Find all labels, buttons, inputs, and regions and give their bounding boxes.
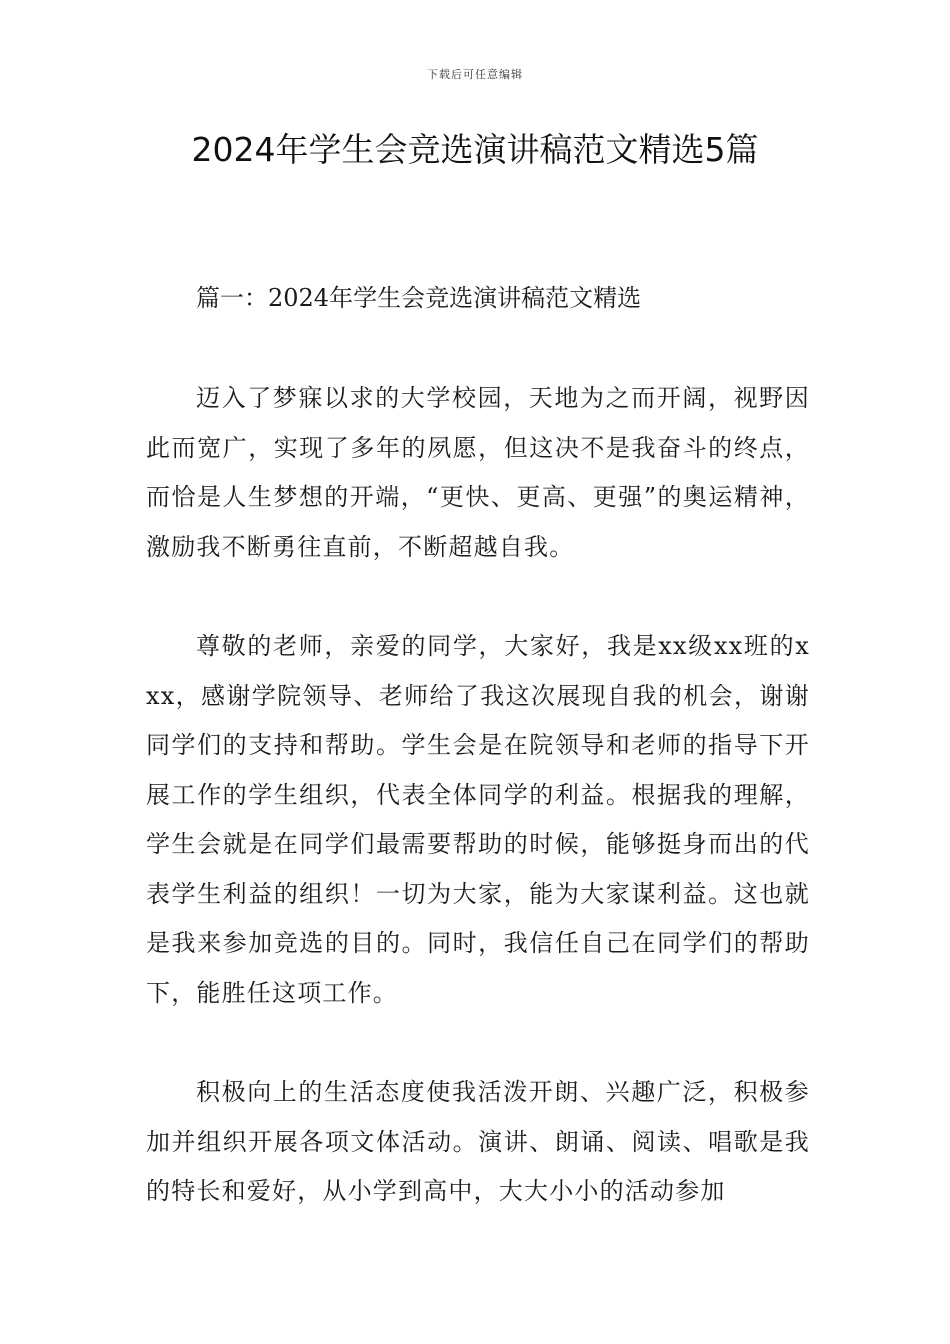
section-heading: 篇一：2024年学生会竞选演讲稿范文精选 (196, 284, 642, 312)
body-paragraph: 积极向上的生活态度使我活泼开朗、兴趣广泛，积极参加并组织开展各项文体活动。演讲、朗诵、阅读、唱歌是我的特长和爱好，从小学到高中，大大小小的活动参加 (146, 1078, 810, 1205)
document-title: 2024年学生会竞选演讲稿范文精选5篇 (191, 130, 759, 169)
body-paragraph: 尊敬的老师，亲爱的同学，大家好，我是xx级xx班的xxx，感谢学院领导、老师给了我这次展现自我的机会，谢谢同学们的支持和帮助。学生会是在院领导和老师的指导下开展工作的学生组织，代表全体同学的利益。根据我的理解，学生会就是在同学们最需要帮助的时候，能够挺身而出的代表学生利益的组织！一切为大家，能为大家谋利益。这也就是我来参加竞选的目的。同时，我信任自己在同学们的帮助下，能胜任这项工作。 (146, 632, 810, 1007)
header-note: 下载后可任意编辑 (427, 68, 523, 81)
body-paragraph: 迈入了梦寐以求的大学校园，天地为之而开阔，视野因此而宽广，实现了多年的夙愿，但这决不是我奋斗的终点，而恰是人生梦想的开端，“更快、更高、更强”的奥运精神，激励我不断勇往直前，不断超越自我。 (146, 384, 810, 561)
